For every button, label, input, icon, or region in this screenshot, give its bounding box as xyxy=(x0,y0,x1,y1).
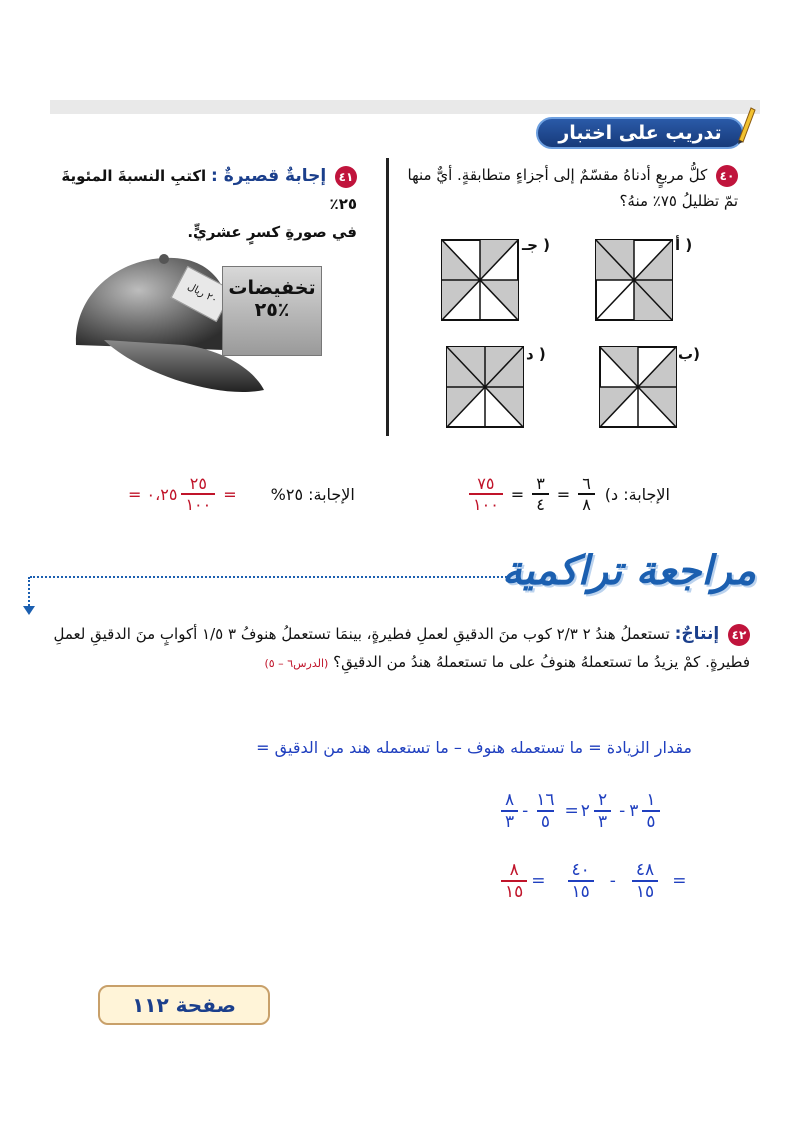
sign-percent: ٪٢٥ xyxy=(254,299,290,321)
page-number: صفحة ١١٢ xyxy=(98,985,270,1025)
sign-title: تخفيضات xyxy=(228,277,316,299)
review-title: مراجعة تراكمية xyxy=(501,548,756,594)
option-a-label: أ ) xyxy=(675,236,693,254)
question-40 xyxy=(398,162,738,214)
question-instruction: اكتبِ النسبةَ المئويةَ ٢٥٪ xyxy=(61,167,357,213)
arrow-down-icon xyxy=(23,606,35,615)
question-label: إجابةٌ قصيرةٌ : xyxy=(210,166,327,186)
mixed-whole-3: ٣ xyxy=(629,801,639,821)
option-c-label: جـ ) xyxy=(522,236,551,254)
pencil-icon xyxy=(733,100,757,144)
question-number: ٤٠ xyxy=(716,165,738,187)
question-instruction-2: في صورةِ كسرٍ عشريٍّ. xyxy=(187,223,357,241)
question-42 xyxy=(36,620,750,678)
question-label: إنتاجٌ: xyxy=(674,624,720,644)
option-b-square[interactable] xyxy=(599,346,677,428)
section-title: تدريب على اختبار xyxy=(536,117,744,149)
question-text: كلُّ مربعٍ أدناهُ مقسّمٌ إلى أجزاءٍ متطابقةٍ. أيٌّ منها تمّ تظليلُ ٧٥٪ منهُ؟ xyxy=(407,166,738,210)
mixed-whole-2: ٢ xyxy=(580,801,590,821)
option-d-label: د ) xyxy=(526,345,546,363)
question-41 xyxy=(47,162,357,246)
discount-sign xyxy=(222,266,322,356)
solution-line-1: مقدار الزيادة = ما تستعمله هنوف – ما تستعمله هند من الدقيق = xyxy=(256,738,692,757)
option-a-square[interactable] xyxy=(595,239,673,321)
column-divider xyxy=(386,158,389,436)
fraction-8-15: $\frac{٨}{١٥}$ xyxy=(501,860,527,902)
fraction-16-5: $\frac{١٦}{٥}$ xyxy=(536,790,555,832)
fraction-3-4: $\frac{٣}{٤}$ xyxy=(532,474,549,514)
answer-41-result: ٠،٢٥ = xyxy=(128,484,178,504)
question-number: ٤١ xyxy=(335,166,357,188)
answer-41-prefix: الإجابة: ٢٥% xyxy=(270,484,355,504)
answer-40-prefix: الإجابة: د) xyxy=(604,484,670,504)
fraction-2-3: $\frac{٢}{٣}$ xyxy=(594,790,611,832)
solution-line-2: $\frac{٨}{٣}$ - $\frac{١٦}{٥}$ = ٢ $\frac{٢}{٣}$ - ٣ $\frac{١}{٥}$ xyxy=(497,790,664,832)
fraction-40-15: $\frac{٤٠}{١٥}$ xyxy=(568,860,594,902)
fraction-1-5: $\frac{١}{٥}$ xyxy=(642,790,659,832)
lesson-reference: (الدرس٦ – ٥) xyxy=(264,657,329,670)
fraction-8-3: $\frac{٨}{٣}$ xyxy=(501,790,518,832)
answer-41: ٠،٢٥ = $\frac{٢٥}{١٠٠}$ = الإجابة: ٢٥% xyxy=(128,474,355,514)
fraction-6-8: $\frac{٦}{٨}$ xyxy=(578,474,595,514)
answer-40: $\frac{٧٥}{١٠٠}$ = $\frac{٣}{٤}$ = $\frac{٦}{٨}$ الإجابة: د) xyxy=(465,474,670,514)
fraction-25-100: $\frac{٢٥}{١٠٠}$ xyxy=(181,474,215,514)
solution-line-3: $\frac{٨}{١٥}$ = $\frac{٤٠}{١٥}$ - $\frac{٤٨}{١٥}$ = xyxy=(497,860,686,902)
option-b-label: ب) xyxy=(678,345,700,363)
fraction-48-15: $\frac{٤٨}{١٥}$ xyxy=(632,860,658,902)
option-c-square[interactable] xyxy=(441,239,519,321)
fraction-75-100: $\frac{٧٥}{١٠٠}$ xyxy=(469,474,503,514)
question-text: تستعملُ هندُ ٢ ٢/٣ كوب منَ الدقيقِ لعملِ فطيرةٍ، بينمَا تستعملُ هنوفُ ٣ ١/٥ أكوابٍ منَ الدقيقِ لعملِ فطيرةٍ. كمْ يزيدُ ما تستعملهُ هنوفُ على ما تستعملهُ هندُ من الدقيقِ؟ xyxy=(53,625,750,671)
option-d-square[interactable] xyxy=(446,346,524,428)
dotted-guide xyxy=(30,576,510,578)
price-tag-text: ٢٠ ريال xyxy=(185,281,219,306)
dotted-guide-vertical xyxy=(28,577,30,609)
question-number: ٤٢ xyxy=(728,624,750,646)
